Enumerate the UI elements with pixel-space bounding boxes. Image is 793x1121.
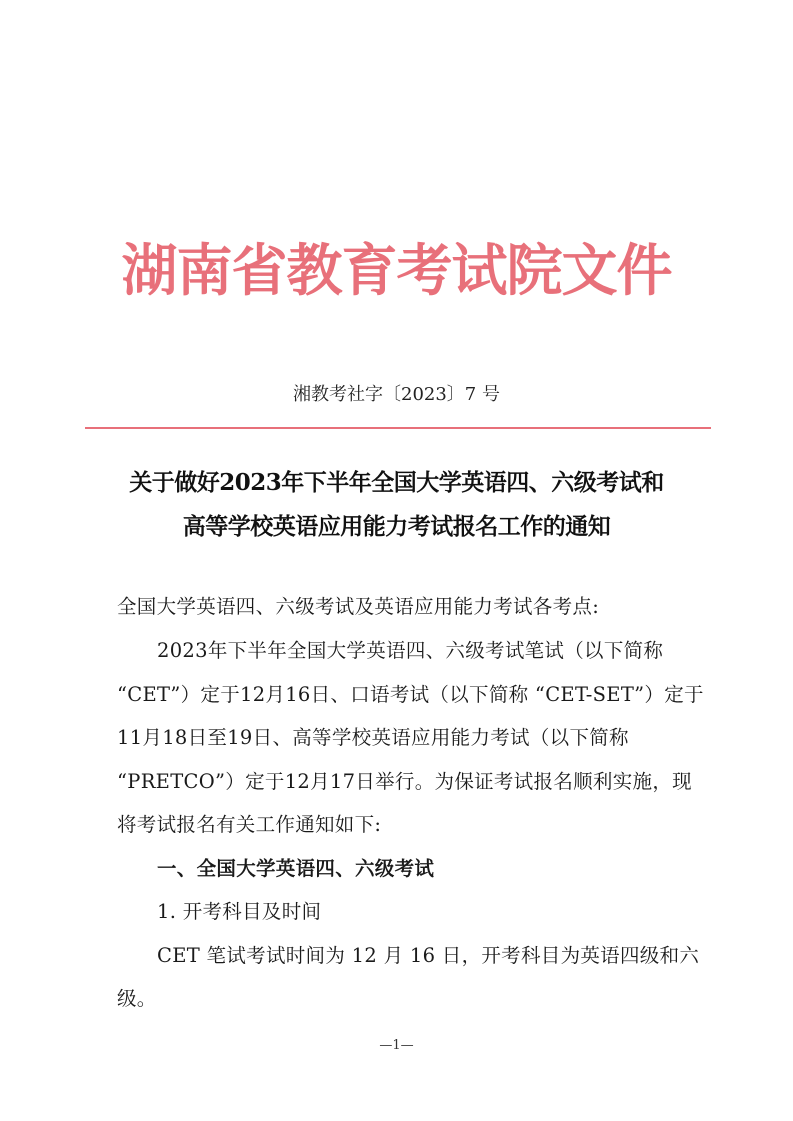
paragraph-1-line-1: 2023年下半年全国大学英语四、六级考试笔试（以下简称 (157, 639, 664, 662)
page-number: —1— (379, 1038, 414, 1053)
notice-title-line-1: 关于做好2023年下半年全国大学英语四、六级考试和 (129, 469, 664, 496)
notice-title-line-2: 高等学校英语应用能力考试报名工作的通知 (182, 513, 611, 540)
salutation: 全国大学英语四、六级考试及英语应用能力考试各考点: (117, 595, 600, 618)
issuing-authority-title: 湖南省教育考试院文件 (121, 239, 672, 304)
paragraph-1-line-3: 11月18日至19日、高等学校英语应用能力考试（以下简称 (117, 726, 629, 749)
red-divider (85, 427, 711, 429)
section-1-heading: 一、全国大学英语四、六级考试 (157, 857, 435, 880)
paragraph-1-line-2: “CET”）定于12月16日、口语考试（以下简称 “CET-SET”）定于 (117, 683, 704, 706)
paragraph-2-line-2: 级。 (117, 987, 157, 1010)
paragraph-1-line-5: 将考试报名有关工作通知如下: (117, 813, 382, 836)
document-number: 湘教考社字〔2023〕7 号 (293, 384, 500, 405)
subsection-1-heading: 1. 开考科目及时间 (157, 900, 322, 923)
paragraph-2-line-1: CET 笔试考试时间为 12 月 16 日，开考科目为英语四级和六 (157, 944, 700, 967)
paragraph-1-line-4: “PRETCO”）定于12月17日举行。为保证考试报名顺利实施，现 (117, 770, 692, 793)
